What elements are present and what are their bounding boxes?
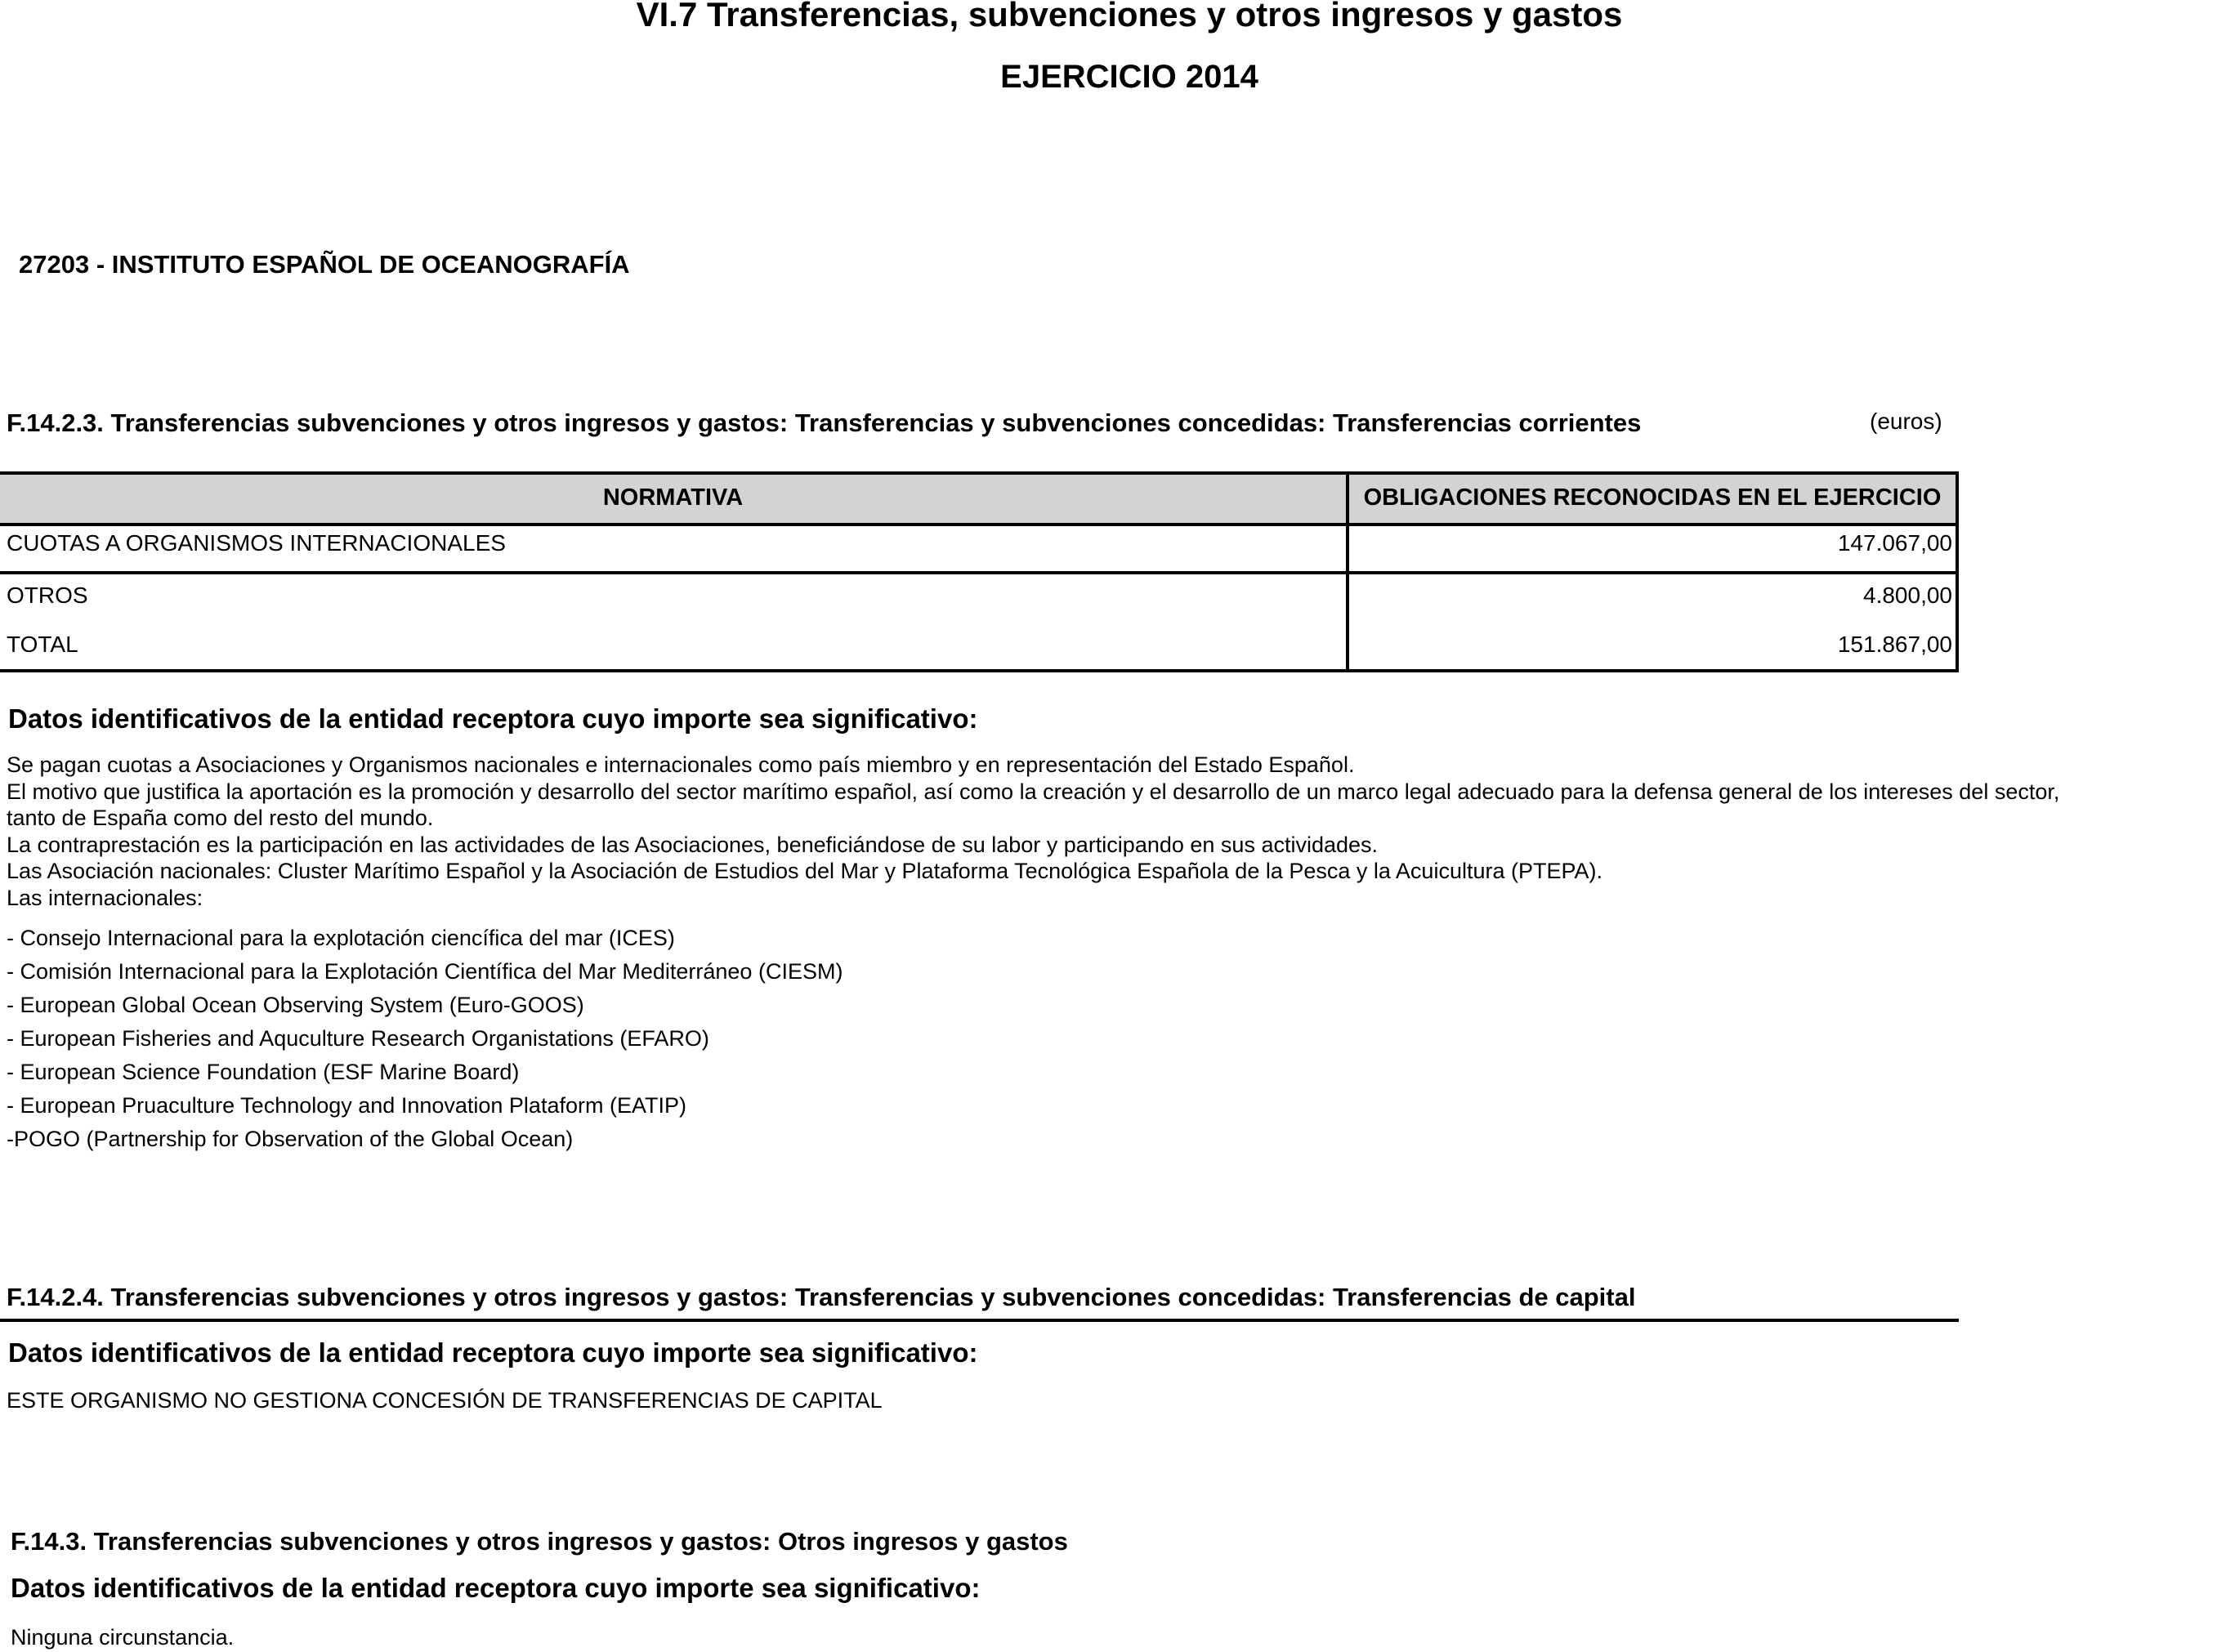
column-header-obligaciones: OBLIGACIONES RECONOCIDAS EN EL EJERCICIO (1363, 484, 1942, 511)
header-divider (0, 523, 1959, 526)
paragraph-line: Se pagan cuotas a Asociaciones y Organismos nacionales e internacionales como país miembro y en representación del Estado Español. (7, 752, 1355, 777)
column-divider (1346, 475, 1349, 669)
table-right-border (1956, 475, 1959, 669)
fiscal-year: EJERCICIO 2014 (1000, 59, 1258, 95)
entity-name: 27203 - INSTITUTO ESPAÑOL DE OCEANOGRAFÍA (19, 250, 630, 279)
table-row-total-label: TOTAL (7, 632, 78, 657)
paragraph-line: La contraprestación es la participación en las actividades de las Asociaciones, beneficiándose de su labor y participando en sus actividades. (7, 832, 1379, 857)
units-label: (euros) (1870, 409, 1942, 434)
section-1-description (7, 752, 2059, 911)
list-item: - Consejo Internacional para la explotación ciencífica del mar (ICES) (7, 926, 675, 950)
section-3-subheading: Datos identificativos de la entidad receptora cuyo importe sea significativo: (11, 1573, 981, 1603)
table-row-total-amount: 151.867,00 (1837, 632, 1952, 657)
paragraph-line: tanto de España como del resto del mundo. (7, 806, 434, 830)
row-divider (0, 571, 1959, 574)
list-item: - European Fisheries and Aquculture Research Organistations (EFARO) (7, 1026, 709, 1051)
international-organizations-list (7, 922, 843, 1156)
section-2-subheading: Datos identificativos de la entidad receptora cuyo importe sea significativo: (8, 1337, 978, 1368)
list-item: - Comisión Internacional para la Explotación Científica del Mar Mediterráneo (CIESM) (7, 959, 843, 984)
paragraph-line: Las internacionales: (7, 885, 203, 910)
list-item: -POGO (Partnership for Observation of the Global Ocean) (7, 1127, 574, 1151)
section-current-transfers-title: F.14.2.3. Transferencias subvenciones y otros ingresos y gastos: Transferencias y subvenciones concedidas: Transferencias corrientes (7, 409, 1642, 437)
paragraph-line: Las Asociación nacionales: Cluster Marítimo Español y la Asociación de Estudios del Mar y Plataforma Tecnológica Española de la Pesca y la Acuicultura (PTEPA). (7, 859, 1602, 883)
table-row-2-amount: 4.800,00 (1863, 583, 1952, 608)
section-3-text: Ninguna circunstancia. (11, 1625, 235, 1650)
table-row-2-label: OTROS (7, 583, 88, 608)
section-capital-transfers-title: F.14.2.4. Transferencias subvenciones y otros ingresos y gastos: Transferencias y subvenciones concedidas: Transferencias de capital (7, 1283, 1636, 1311)
paragraph-line: El motivo que justifica la aportación es la promoción y desarrollo del sector marítimo español, así como la creación y el desarrollo de un marco legal adecuado para la defensa general de los intereses del sector, (7, 779, 2060, 804)
list-item: - European Pruaculture Technology and Innovation Plataform (EATIP) (7, 1093, 686, 1118)
section-2-rule (0, 1319, 1959, 1322)
list-item: - European Science Foundation (ESF Marine Board) (7, 1060, 520, 1084)
transfers-table (0, 471, 1959, 672)
table-row-1-label: CUOTAS A ORGANISMOS INTERNACIONALES (7, 530, 506, 556)
section-other-income-title: F.14.3. Transferencias subvenciones y otros ingresos y gastos: Otros ingresos y gastos (11, 1527, 1068, 1556)
list-item: - European Global Ocean Observing System (Euro-GOOS) (7, 993, 584, 1017)
section-1-subheading: Datos identificativos de la entidad receptora cuyo importe sea significativo: (8, 703, 978, 734)
section-2-text: ESTE ORGANISMO NO GESTIONA CONCESIÓN DE TRANSFERENCIAS DE CAPITAL (7, 1388, 883, 1413)
page-title: VI.7 Transferencias, subvenciones y otros ingresos y gastos (636, 0, 1623, 33)
column-header-normativa: NORMATIVA (602, 484, 744, 511)
table-row-1-amount: 147.067,00 (1837, 530, 1952, 556)
